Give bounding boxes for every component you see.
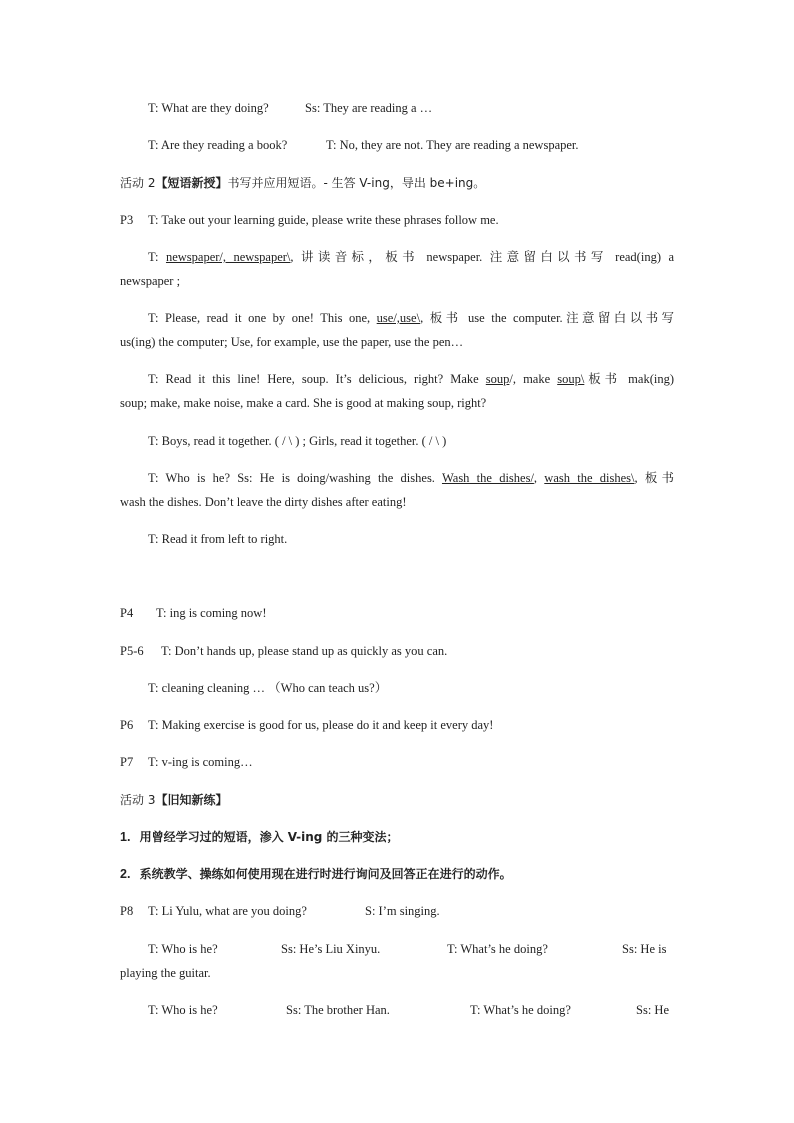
dialog-line: T: v-ing is coming… xyxy=(148,755,253,769)
paragraph-use: T: Please, read it one by one! This one, use/,use\, 板书 use the computer.注意留白以书写 xyxy=(148,311,674,325)
slide-label-p3: P3 xyxy=(120,213,134,227)
dialog-line: Ss: He is xyxy=(622,942,667,956)
dialog-line: T: Take out your learning guide, please write these phrases follow me. xyxy=(148,213,499,227)
dialog-line: T: Read it from left to right. xyxy=(148,532,288,546)
list-item-2: 2. 系统教学、操练如何使用现在进行时进行询问及回答正在进行的动作。 xyxy=(120,867,512,881)
dialog-line: T: Are they reading a book? xyxy=(148,138,288,152)
dialog-line: Ss: The brother Han. xyxy=(286,1003,390,1017)
activity-2-heading: 活动 2【短语新授】书写并应用短语。- 生答 V-ing，导出 be+ing。 xyxy=(120,176,486,190)
dialog-line: T: What are they doing? xyxy=(148,101,269,115)
dialog-line: Ss: He xyxy=(636,1003,669,1017)
dialog-line: S: I’m singing. xyxy=(365,904,440,918)
dialog-line: T: No, they are not. They are reading a newspaper. xyxy=(326,138,579,152)
paragraph-use-cont: us(ing) the computer; Use, for example, use the paper, use the pen… xyxy=(120,335,464,349)
dialog-line: T: Making exercise is good for us, please do it and keep it every day! xyxy=(148,718,494,732)
dialog-line: Ss: They are reading a … xyxy=(305,101,433,115)
paragraph-newspaper-cont: newspaper ; xyxy=(120,274,181,288)
slide-label-p8: P8 xyxy=(120,904,134,918)
dialog-line: T: Li Yulu, what are you doing? xyxy=(148,904,307,918)
dialog-line: T: Who is he? xyxy=(148,1003,218,1017)
paragraph-soup-cont: soup; make, make noise, make a card. She is good at making soup, right? xyxy=(120,396,487,410)
slide-label-p6: P6 xyxy=(120,718,134,732)
dialog-line: T: What’s he doing? xyxy=(447,942,548,956)
dialog-line: T: ing is coming now! xyxy=(156,606,267,620)
paragraph-soup: T: Read it this line! Here, soup. It’s delicious, right? Make soup/, make soup\板书 mak(ing) xyxy=(148,372,674,386)
slide-label-p5-6: P5-6 xyxy=(120,644,144,658)
activity-3-heading: 活动 3【旧知新练】 xyxy=(120,793,228,807)
dialog-line-cont: playing the guitar. xyxy=(120,966,211,980)
dialog-line: T: Boys, read it together. ( / \ ) ; Girls, read it together. ( / \ ) xyxy=(148,434,447,448)
slide-label-p7: P7 xyxy=(120,755,134,769)
dialog-line: T: cleaning cleaning … （Who can teach us?） xyxy=(148,681,388,695)
slide-label-p4: P4 xyxy=(120,606,134,620)
dialog-line: Ss: He’s Liu Xinyu. xyxy=(281,942,381,956)
paragraph-newspaper: T: newspaper/, newspaper\, 讲读音标，板书 newspaper. 注意留白以书写 read(ing) a xyxy=(148,250,674,264)
dialog-line: T: Who is he? xyxy=(148,942,218,956)
paragraph-dishes-cont: wash the dishes. Don’t leave the dirty dishes after eating! xyxy=(120,495,407,509)
dialog-line: T: What’s he doing? xyxy=(470,1003,571,1017)
paragraph-dishes: T: Who is he? Ss: He is doing/washing the dishes. Wash the dishes/, wash the dishes\, 板书 xyxy=(148,471,674,485)
list-item-1: 1. 用曾经学习过的短语，渗入 V-ing 的三种变法； xyxy=(120,830,399,844)
dialog-line: T: Don’t hands up, please stand up as quickly as you can. xyxy=(161,644,448,658)
